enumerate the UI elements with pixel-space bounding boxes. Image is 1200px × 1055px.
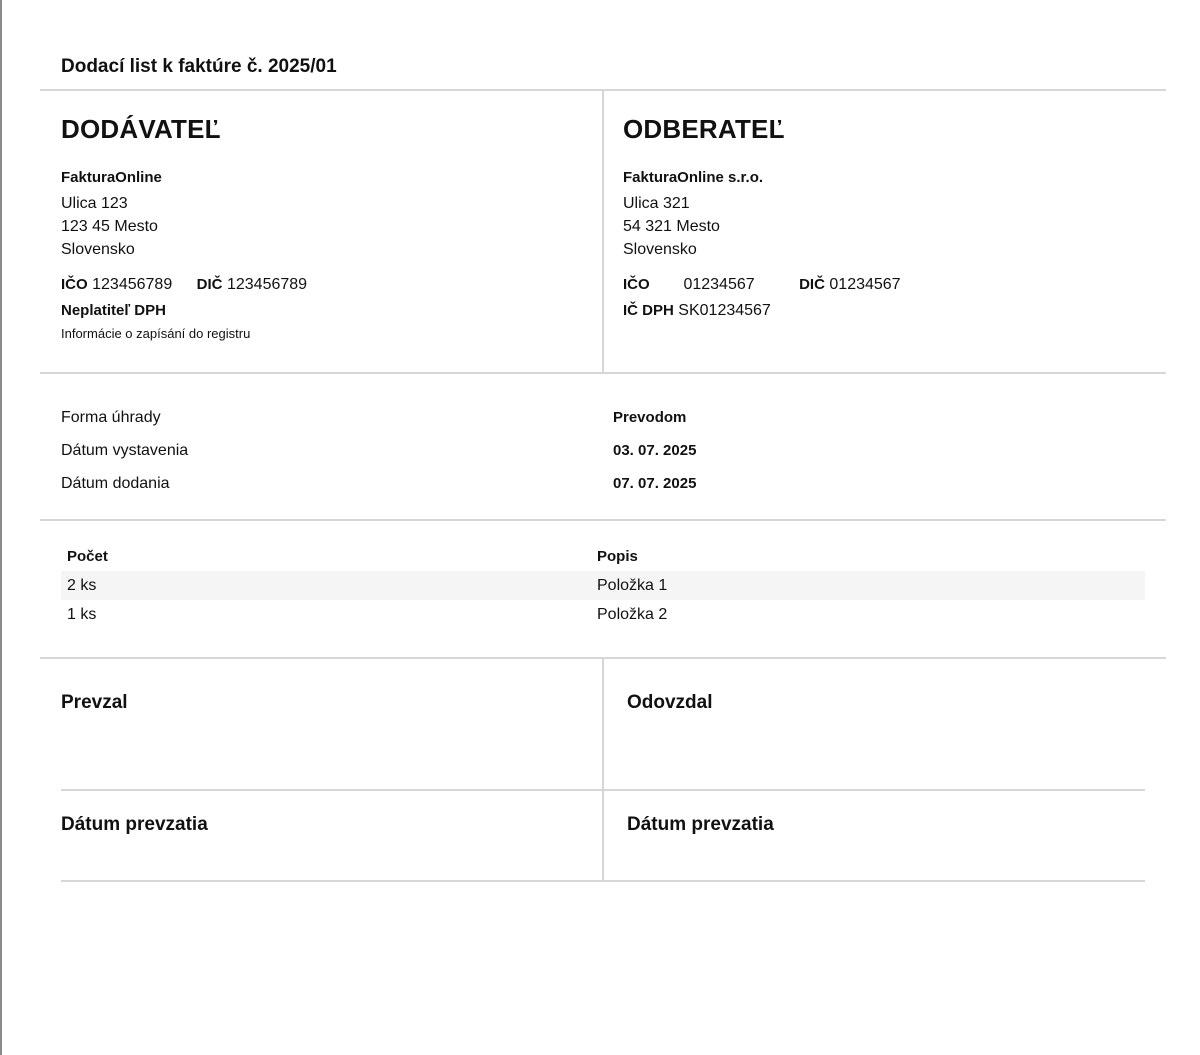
column-header-quantity: Počet xyxy=(67,548,108,565)
customer-icdph-value: SK01234567 xyxy=(678,302,771,319)
item-quantity: 2 ks xyxy=(67,577,97,594)
supplier-ico-label: IČO xyxy=(61,276,88,293)
supplier-registry-info: Informácie o zapísání do registru xyxy=(61,326,251,341)
supplier-name: FakturaOnline xyxy=(61,169,162,186)
issue-date-value: 03. 07. 2025 xyxy=(613,442,697,459)
receipt-date-label-left: Dátum prevzatia xyxy=(61,814,208,835)
customer-ico: 01234567 xyxy=(683,276,755,293)
payment-method-label: Forma úhrady xyxy=(61,409,161,426)
customer-country: Slovensko xyxy=(623,241,697,258)
supplier-address xyxy=(61,192,581,261)
table-row xyxy=(61,571,1145,600)
receipt-date-label-right: Dátum prevzatia xyxy=(627,814,774,835)
customer-icdph-label: IČ DPH xyxy=(623,302,674,319)
supplier-street: Ulica 123 xyxy=(61,195,128,212)
customer-ids xyxy=(623,274,1143,296)
supplier-block xyxy=(61,112,581,344)
divider-meta xyxy=(40,519,1166,521)
delivery-date-value: 07. 07. 2025 xyxy=(613,475,697,492)
delivery-date-label: Dátum dodania xyxy=(61,475,170,492)
supplier-ids xyxy=(61,274,581,296)
customer-heading: ODBERATEĽ xyxy=(623,114,785,144)
customer-ico-label: IČO xyxy=(623,276,650,293)
divider-parties-vertical xyxy=(602,90,604,373)
table-row xyxy=(61,600,1145,629)
customer-name: FakturaOnline s.r.o. xyxy=(623,169,764,186)
customer-block xyxy=(623,112,1143,322)
column-header-description: Popis xyxy=(597,548,638,565)
supplier-heading: DODÁVATEĽ xyxy=(61,114,221,144)
supplier-dic-label: DIČ xyxy=(196,276,223,293)
received-by-label: Prevzal xyxy=(61,692,128,713)
supplier-country: Slovensko xyxy=(61,241,135,258)
customer-city: 54 321 Mesto xyxy=(623,218,720,235)
table-header xyxy=(61,542,1145,571)
items-table xyxy=(61,542,1145,629)
divider-signature-vertical xyxy=(602,658,604,881)
item-description: Položka 1 xyxy=(597,577,668,594)
handed-over-by-label: Odovzdal xyxy=(627,692,713,713)
customer-address xyxy=(623,192,1143,261)
issue-date-label: Dátum vystavenia xyxy=(61,442,189,459)
page-left-edge xyxy=(0,0,2,1055)
item-description: Položka 2 xyxy=(597,606,668,623)
document-title: Dodací list k faktúre č. 2025/01 xyxy=(61,56,337,77)
supplier-vat-status: Neplatiteľ DPH xyxy=(61,302,166,319)
customer-dic: 01234567 xyxy=(829,276,901,293)
item-quantity: 1 ks xyxy=(67,606,97,623)
customer-dic-label: DIČ xyxy=(799,276,825,293)
supplier-dic: 123456789 xyxy=(226,276,308,293)
customer-icdph xyxy=(623,300,1143,322)
supplier-city: 123 45 Mesto xyxy=(61,218,158,235)
customer-street: Ulica 321 xyxy=(623,195,690,212)
supplier-ico: 123456789 xyxy=(92,276,173,293)
payment-method-value: Prevodom xyxy=(613,409,687,426)
